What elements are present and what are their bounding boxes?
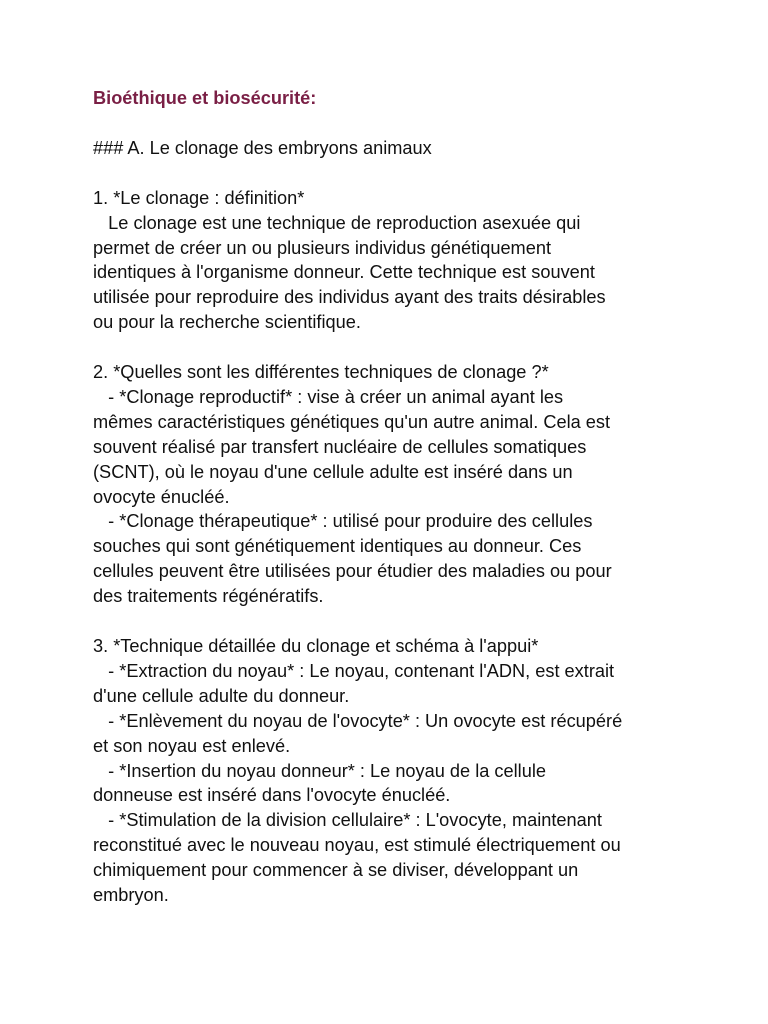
text-line: souches qui sont génétiquement identiques au donneur. Ces [93,536,582,557]
text-line: - *Clonage reproductif* : vise à créer un animal ayant les [93,386,564,407]
text-line: permet de créer un ou plusieurs individus génétiquement [93,237,551,258]
section-definition [93,186,683,335]
text-line: utilisée pour reproduire des individus ayant des traits désirables [93,287,606,308]
text-line: - *Insertion du noyau donneur* : Le noyau de la cellule [93,760,546,781]
text-line: des traitements régénératifs. [93,586,324,607]
text-line: 2. *Quelles sont les différentes techniques de clonage ?* [93,362,549,383]
text-line: Le clonage est une technique de reproduction asexuée qui [93,212,581,233]
spacer [93,609,683,634]
text-line: donneuse est inséré dans l'ovocyte énucléé. [93,785,451,806]
text-line: chimiquement pour commencer à se diviser, développant un [93,860,579,881]
text-line: - *Stimulation de la division cellulaire* : L'ovocyte, maintenant [93,810,602,831]
document-page [93,86,683,908]
text-line: souvent réalisé par transfert nucléaire de cellules somatiques [93,436,587,457]
text-line: ovocyte énucléé. [93,486,230,507]
text-line: (SCNT), où le noyau d'une cellule adulte est inséré dans un [93,461,573,482]
section-heading: ### A. Le clonage des embryons animaux [93,137,432,158]
text-line: 1. *Le clonage : définition* [93,187,305,208]
text-line: cellules peuvent être utilisées pour étudier des maladies ou pour [93,561,612,582]
text-line: d'une cellule adulte du donneur. [93,685,350,706]
document-title: Bioéthique et biosécurité: [93,88,317,108]
spacer [93,161,683,186]
text-line: - *Enlèvement du noyau de l'ovocyte* : Un ovocyte est récupéré [93,710,623,731]
text-line: - *Extraction du noyau* : Le noyau, contenant l'ADN, est extrait [93,660,615,681]
text-line: mêmes caractéristiques génétiques qu'un autre animal. Cela est [93,411,611,432]
section-techniques [93,360,683,609]
section-detailed-technique [93,634,683,908]
text-line: 3. *Technique détaillée du clonage et schéma à l'appui* [93,635,539,656]
spacer [93,111,683,136]
text-line: identiques à l'organisme donneur. Cette technique est souvent [93,262,595,283]
text-line: - *Clonage thérapeutique* : utilisé pour produire des cellules [93,511,593,532]
spacer [93,335,683,360]
text-line: et son noyau est enlevé. [93,735,291,756]
text-line: reconstitué avec le nouveau noyau, est stimulé électriquement ou [93,835,621,856]
text-line: ou pour la recherche scientifique. [93,312,361,333]
text-line: embryon. [93,885,169,906]
